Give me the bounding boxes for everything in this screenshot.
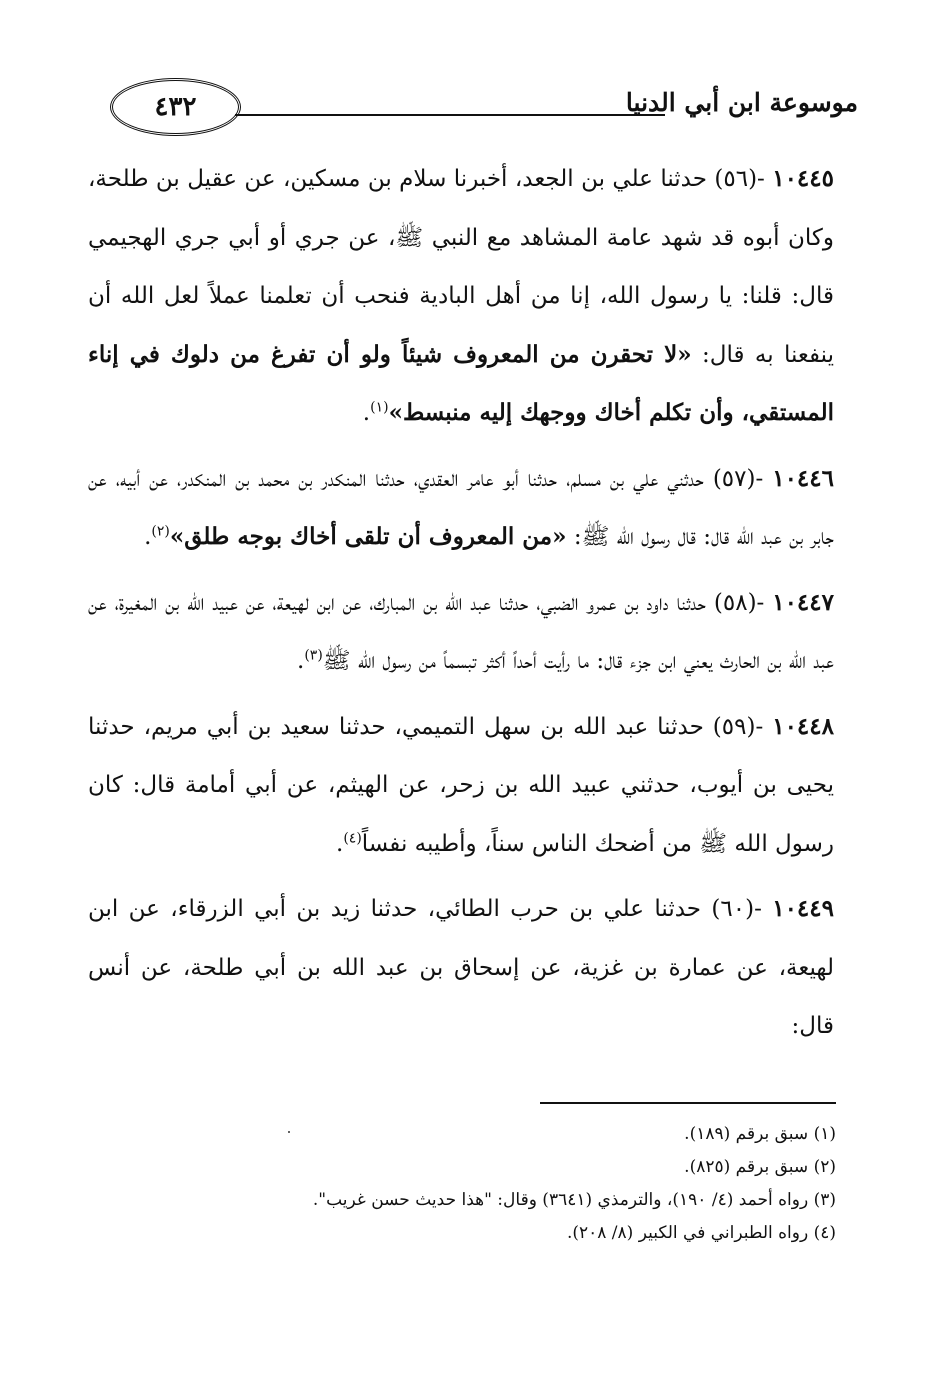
- hadith-quote: «لا تحقرن من المعروف شيئاً ولو أن تفرغ من دلوك في إناء المستقي، وأن تكلم أخاك ووجهك إليه منبسط»: [88, 340, 834, 426]
- hadith-paragraph: [88, 698, 834, 874]
- header-rule: [235, 114, 665, 116]
- footnote: (٢) سبق برقم (٨٢٥).: [684, 1157, 836, 1177]
- hadith-text: -(٦٠) حدثنا علي بن حرب الطائي، حدثنا زيد بن أبي الزرقاء، عن ابن لهيعة، عن عمارة بن غزية، عن إسحاق بن عبد الله بن أبي طلحة، عن أنس قال:: [88, 896, 834, 1039]
- footnote: (٣) رواه أحمد (٤/ ١٩٠)، والترمذي (٣٦٤١) وقال: "هذا حديث حسن غريب".: [312, 1190, 836, 1210]
- footnote: (٤) رواه الطبراني في الكبير (٨/ ٢٠٨).: [566, 1223, 836, 1243]
- page-header: [90, 78, 858, 138]
- page-number-oval: [110, 78, 241, 136]
- hadith-tail: .: [144, 524, 152, 550]
- hadith-text: -(٥٧) حدثني علي بن مسلم، حدثنا أبو عامر العقدي، حدثنا المنكدر بن محمد بن المنكدر، عن أبيه، عن جابر بن عبد الله قال: قال رسول الله ﷺ:: [88, 465, 834, 550]
- footnote: (١) سبق برقم (١٨٩).: [684, 1124, 836, 1144]
- book-title: موسوعة ابن أبي الدنيا: [625, 88, 858, 117]
- hadith-text: -(٥٦) حدثنا علي بن الجعد، أخبرنا سلام بن مسكين، عن عقيل بن طلحة، وكان أبوه قد شهد عامة المشاهد مع النبي ﷺ، عن جري أو أبي جري الهجيمي قال: قلنا: يا رسول الله، إنا من أهل البادية فنحب أن تعلمنا عملاً لعل الله أن ينفعنا به قال:: [88, 166, 834, 368]
- hadith-paragraph: [88, 150, 834, 443]
- hadith-text: -(٥٨) حدثنا داود بن عمرو الضبي، حدثنا عبد الله بن المبارك، عن ابن لهيعة، عن عبيد الله بن المغيرة، عن عبد الله بن الحارث يعني ابن جزء قال: ما رأيت أحداً أكثر تبسماً من رسول الله ﷺ: [88, 589, 834, 674]
- hadith-number: ١٠٤٤٨: [772, 712, 834, 740]
- footnote-ref: (١): [370, 399, 389, 416]
- hadith-number: ١٠٤٤٩: [772, 895, 834, 922]
- hadith-paragraph: [88, 450, 834, 567]
- footnotes: [150, 1118, 836, 1250]
- hadith-tail: .: [297, 648, 305, 674]
- hadith-number: ١٠٤٤٦: [772, 464, 834, 492]
- footnote-ref: (٤): [343, 829, 362, 846]
- footnote-ref: (٢): [151, 523, 170, 540]
- hadith-tail: .: [362, 400, 371, 426]
- hadith-quote: «من المعروف أن تلقى أخاك بوجه طلق»: [169, 523, 567, 550]
- hadith-number: ١٠٤٤٥: [772, 165, 834, 192]
- footnote-separator: [540, 1102, 836, 1104]
- hadith-text: -(٥٩) حدثنا عبد الله بن سهل التميمي، حدثنا سعيد بن أبي مريم، حدثنا يحيى بن أيوب، حدثني عبيد الله بن زحر، عن الهيثم، عن أبي أمامة قال: كان رسول الله ﷺ من أضحك الناس سناً، وأطيبه نفساً: [88, 713, 834, 857]
- footnote-ref: (٣): [304, 647, 323, 664]
- hadith-number: ١٠٤٤٧: [772, 588, 834, 616]
- hadith-tail: .: [336, 830, 344, 857]
- page-number: ٤٣٢: [154, 92, 197, 122]
- main-text: [88, 150, 834, 1063]
- hadith-paragraph: [88, 574, 834, 691]
- hadith-paragraph: [88, 880, 834, 1056]
